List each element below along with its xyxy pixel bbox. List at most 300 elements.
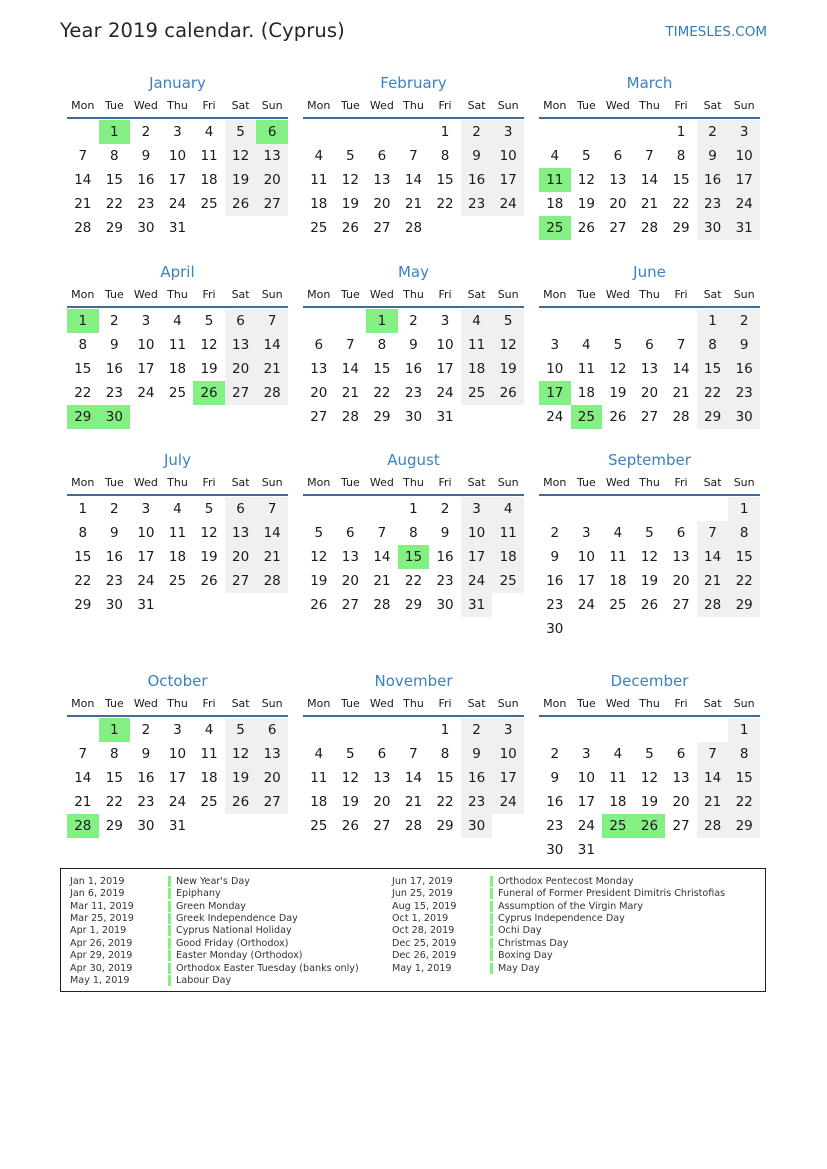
weekday-label: Thu <box>167 476 188 489</box>
legend-date: May 1, 2019 <box>392 962 452 974</box>
empty-cell <box>366 120 398 144</box>
day-cell: 18 <box>492 545 524 569</box>
holiday-day-cell: 1 <box>99 718 131 742</box>
day-cell: 13 <box>225 521 257 545</box>
day-cell: 2 <box>461 718 493 742</box>
day-cell: 30 <box>105 597 123 613</box>
day-cell: 21 <box>74 793 92 810</box>
legend-item <box>70 900 359 912</box>
day-cell: 16 <box>461 168 493 192</box>
empty-cell <box>429 216 461 240</box>
day-cell: 7 <box>697 742 729 766</box>
day-cell: 3 <box>173 721 182 738</box>
day-cell: 17 <box>137 360 155 377</box>
empty-cell <box>602 838 634 862</box>
weekday-label: Fri <box>438 476 452 489</box>
day-cell: 6 <box>613 148 623 164</box>
week-row <box>303 593 524 617</box>
day-cell: 2 <box>550 745 560 762</box>
day-cell: 4 <box>314 148 324 164</box>
day-cell: 22 <box>697 381 729 405</box>
day-cell: 23 <box>105 384 123 401</box>
day-cell: 3 <box>582 745 591 762</box>
day-cell: 17 <box>492 168 524 192</box>
day-cell: 15 <box>373 360 391 377</box>
legend-column-left <box>70 875 359 987</box>
legend-name: Orthodox Pentecost Monday <box>498 875 634 887</box>
day-cell: 27 <box>373 220 391 236</box>
day-cell: 4 <box>204 721 214 738</box>
day-cell: 16 <box>436 549 454 565</box>
day-cell: 24 <box>461 569 493 593</box>
empty-cell <box>492 814 524 838</box>
holiday-day-cell: 30 <box>99 405 131 429</box>
day-cell: 2 <box>440 501 450 517</box>
month-june <box>539 261 760 441</box>
weekday-header <box>67 471 288 496</box>
weekday-header <box>67 283 288 308</box>
empty-cell <box>665 718 697 742</box>
day-cell: 2 <box>110 501 119 517</box>
day-cell: 21 <box>256 357 288 381</box>
day-cell: 3 <box>141 501 151 517</box>
day-cell: 23 <box>728 381 760 405</box>
weekday-label: Mon <box>71 696 95 710</box>
day-cell: 21 <box>697 790 729 814</box>
month-name: October <box>147 671 208 690</box>
day-cell: 12 <box>225 742 257 766</box>
day-cell: 27 <box>672 817 690 834</box>
legend-item <box>70 887 359 899</box>
day-cell: 5 <box>204 312 214 329</box>
day-cell: 11 <box>200 148 218 164</box>
weekday-label: Wed <box>605 696 630 710</box>
day-cell: 30 <box>546 841 564 858</box>
day-cell: 30 <box>697 216 729 240</box>
day-cell: 10 <box>168 745 187 762</box>
legend-date: Mar 11, 2019 <box>70 900 134 912</box>
day-cell: 25 <box>492 569 524 593</box>
legend-name: Assumption of the Virgin Mary <box>498 900 644 912</box>
day-cell: 28 <box>373 597 391 613</box>
day-cell: 16 <box>137 172 155 188</box>
day-cell: 8 <box>78 336 88 353</box>
week-row <box>539 521 760 545</box>
day-cell: 23 <box>105 573 123 589</box>
legend-item <box>392 912 725 924</box>
day-cell: 20 <box>640 384 659 401</box>
day-cell: 10 <box>137 525 155 541</box>
month-weeks <box>67 717 288 838</box>
day-cell: 23 <box>137 196 155 212</box>
day-cell: 23 <box>404 384 423 401</box>
weekday-label: Thu <box>167 99 188 112</box>
empty-cell <box>461 405 493 429</box>
day-cell: 29 <box>74 597 92 613</box>
day-cell: 12 <box>609 360 627 377</box>
day-cell: 22 <box>373 384 391 401</box>
day-cell: 25 <box>168 573 187 589</box>
day-cell: 2 <box>550 525 560 541</box>
week-row <box>539 405 760 429</box>
day-cell: 1 <box>728 497 760 521</box>
day-cell: 13 <box>256 742 288 766</box>
day-cell: 18 <box>168 549 187 565</box>
day-cell: 9 <box>440 525 450 541</box>
day-cell: 4 <box>314 745 324 762</box>
month-name: March <box>626 74 673 92</box>
month-name: June <box>633 262 666 281</box>
month-name: January <box>149 74 206 92</box>
day-cell: 6 <box>676 745 686 762</box>
day-cell: 9 <box>550 549 560 565</box>
weekday-label: Thu <box>167 696 188 710</box>
day-cell: 9 <box>141 745 151 762</box>
day-cell: 1 <box>440 721 450 738</box>
day-cell: 28 <box>404 817 423 834</box>
weekday-label: Tue <box>340 476 360 489</box>
day-cell: 6 <box>645 336 654 353</box>
day-cell: 26 <box>225 790 257 814</box>
empty-cell <box>697 497 729 521</box>
holiday-day-cell: 25 <box>602 814 634 838</box>
weekday-label: Tue <box>576 476 596 489</box>
legend-item <box>70 925 359 937</box>
month-may <box>303 261 524 441</box>
day-cell: 6 <box>377 148 387 164</box>
week-row <box>539 144 760 168</box>
empty-cell <box>193 814 225 838</box>
day-cell: 29 <box>105 220 123 236</box>
day-cell: 20 <box>672 793 690 810</box>
weekday-label: Thu <box>403 696 424 710</box>
day-cell: 21 <box>697 569 729 593</box>
weekday-label: Sun <box>261 476 283 489</box>
day-cell: 8 <box>409 525 418 541</box>
holiday-day-cell: 6 <box>256 120 288 144</box>
weekday-label: Mon <box>307 287 331 301</box>
weekday-label: Tue <box>576 287 596 301</box>
legend-item <box>392 962 725 974</box>
day-cell: 14 <box>672 360 690 377</box>
day-cell: 31 <box>168 817 187 834</box>
month-name: April <box>160 262 195 281</box>
week-row <box>303 521 524 545</box>
weekday-label: Wed <box>369 99 394 112</box>
day-cell: 25 <box>310 220 328 236</box>
day-cell: 15 <box>672 172 690 188</box>
day-cell: 28 <box>697 593 729 617</box>
weekday-label: Sat <box>703 287 722 301</box>
empty-cell <box>335 309 367 333</box>
day-cell: 7 <box>676 336 686 353</box>
empty-cell <box>303 120 335 144</box>
day-cell: 31 <box>461 593 493 617</box>
day-cell: 8 <box>110 745 119 762</box>
weekday-label: Sun <box>497 696 519 710</box>
day-cell: 5 <box>346 745 355 762</box>
month-october <box>67 670 288 850</box>
weekday-label: Mon <box>307 476 331 489</box>
legend-item <box>70 937 359 949</box>
day-cell: 15 <box>74 360 92 377</box>
empty-cell <box>602 497 634 521</box>
week-row <box>67 545 288 569</box>
day-cell: 12 <box>341 172 359 188</box>
week-row <box>539 742 760 766</box>
week-row <box>539 790 760 814</box>
day-cell: 5 <box>225 718 257 742</box>
weekday-label: Fri <box>202 287 216 301</box>
day-cell: 18 <box>577 384 595 401</box>
weekday-label: Tue <box>576 99 596 112</box>
day-cell: 5 <box>225 120 257 144</box>
empty-cell <box>634 718 666 742</box>
day-cell: 2 <box>461 120 493 144</box>
empty-cell <box>162 593 194 617</box>
holiday-marker <box>490 950 493 961</box>
day-cell: 9 <box>461 742 493 766</box>
week-row <box>539 814 760 838</box>
weekday-label: Sun <box>497 99 519 112</box>
day-cell: 30 <box>137 220 155 236</box>
day-cell: 14 <box>404 172 423 188</box>
day-cell: 27 <box>373 817 391 834</box>
weekday-label: Sat <box>231 99 250 112</box>
day-cell: 21 <box>373 573 391 589</box>
day-cell: 27 <box>310 408 328 425</box>
month-weeks <box>539 308 760 429</box>
day-cell: 7 <box>78 745 88 762</box>
weekday-label: Thu <box>639 696 660 710</box>
month-weeks <box>303 119 524 240</box>
weekday-label: Wed <box>369 476 394 489</box>
weekday-label: Tue <box>340 287 360 301</box>
day-cell: 8 <box>728 742 760 766</box>
empty-cell <box>398 718 430 742</box>
legend-date: Apr 26, 2019 <box>70 937 133 949</box>
day-cell: 20 <box>341 573 359 589</box>
day-cell: 13 <box>225 333 257 357</box>
day-cell: 10 <box>168 148 187 164</box>
week-row <box>303 357 524 381</box>
day-cell: 8 <box>110 148 119 164</box>
day-cell: 24 <box>546 408 564 425</box>
weekday-label: Sun <box>733 99 755 112</box>
day-cell: 1 <box>697 309 729 333</box>
empty-cell <box>461 216 493 240</box>
month-december <box>539 670 760 882</box>
legend-name: Funeral of Former President Dimitris Christofias <box>498 888 726 900</box>
day-cell: 12 <box>492 333 524 357</box>
empty-cell <box>697 617 729 641</box>
day-cell: 27 <box>672 597 690 613</box>
empty-cell <box>225 593 257 617</box>
month-july <box>67 449 288 629</box>
month-weeks <box>539 717 760 862</box>
week-row <box>303 766 524 790</box>
day-cell: 3 <box>582 525 591 541</box>
day-cell: 25 <box>200 793 218 810</box>
day-cell: 6 <box>256 718 288 742</box>
week-row <box>67 120 288 144</box>
weekday-label: Fri <box>674 99 688 112</box>
day-cell: 15 <box>728 545 760 569</box>
weekday-label: Thu <box>639 99 660 112</box>
month-january <box>67 72 288 252</box>
day-cell: 4 <box>550 148 560 164</box>
weekday-label: Sat <box>703 99 722 112</box>
day-cell: 18 <box>310 793 328 810</box>
day-cell: 16 <box>546 573 564 589</box>
day-cell: 16 <box>105 360 123 377</box>
day-cell: 10 <box>728 144 760 168</box>
day-cell: 6 <box>314 336 324 353</box>
holiday-marker <box>168 876 171 887</box>
month-weeks <box>67 308 288 429</box>
legend-name: Ochi Day <box>498 925 542 937</box>
day-cell: 19 <box>200 360 218 377</box>
day-cell: 9 <box>409 336 418 353</box>
brand-link[interactable]: TIMESLES.COM <box>665 24 767 40</box>
day-cell: 5 <box>204 501 214 517</box>
weekday-header <box>67 692 288 717</box>
day-cell: 8 <box>377 336 387 353</box>
day-cell: 21 <box>74 196 92 212</box>
weekday-label: Sat <box>703 476 722 489</box>
empty-cell <box>665 497 697 521</box>
month-february <box>303 72 524 252</box>
day-cell: 22 <box>74 384 92 401</box>
legend-date: Apr 1, 2019 <box>70 925 127 937</box>
day-cell: 13 <box>640 360 659 377</box>
day-cell: 9 <box>550 769 560 786</box>
week-row <box>303 497 524 521</box>
day-cell: 17 <box>137 549 155 565</box>
empty-cell <box>335 497 367 521</box>
day-cell: 23 <box>546 817 564 834</box>
day-cell: 4 <box>173 501 182 517</box>
day-cell: 22 <box>404 573 423 589</box>
day-cell: 4 <box>582 336 591 353</box>
day-cell: 2 <box>141 721 151 738</box>
weekday-label: Fri <box>674 476 688 489</box>
holiday-marker <box>168 925 171 936</box>
day-cell: 11 <box>609 549 627 565</box>
week-row <box>67 521 288 545</box>
month-weeks <box>67 496 288 617</box>
day-cell: 19 <box>200 549 218 565</box>
week-row <box>303 814 524 838</box>
weekday-label: Sun <box>261 287 283 301</box>
day-cell: 12 <box>225 144 257 168</box>
legend-date: Aug 15, 2019 <box>392 900 457 912</box>
empty-cell <box>665 309 697 333</box>
day-cell: 3 <box>173 124 182 140</box>
weekday-label: Tue <box>104 287 124 301</box>
weekday-label: Thu <box>403 476 424 489</box>
day-cell: 7 <box>256 309 288 333</box>
day-cell: 9 <box>110 336 119 353</box>
empty-cell <box>398 120 430 144</box>
holiday-day-cell: 1 <box>99 120 131 144</box>
day-cell: 10 <box>461 521 493 545</box>
day-cell: 23 <box>461 790 493 814</box>
weekday-label: Fri <box>674 287 688 301</box>
day-cell: 3 <box>550 336 560 353</box>
weekday-label: Wed <box>133 696 158 710</box>
week-row <box>303 144 524 168</box>
week-row <box>67 168 288 192</box>
weekday-label: Mon <box>543 287 567 301</box>
weekday-label: Thu <box>403 287 424 301</box>
legend-item <box>392 887 725 899</box>
holiday-day-cell: 17 <box>539 381 571 405</box>
weekday-header <box>303 94 524 119</box>
day-cell: 20 <box>672 573 690 589</box>
day-cell: 13 <box>341 549 359 565</box>
holiday-marker <box>490 938 493 949</box>
week-row <box>539 381 760 405</box>
day-cell: 21 <box>404 196 423 212</box>
day-cell: 14 <box>697 545 729 569</box>
weekday-label: Sun <box>497 287 519 301</box>
day-cell: 18 <box>310 196 328 212</box>
legend-name: May Day <box>498 962 540 974</box>
empty-cell <box>571 309 603 333</box>
day-cell: 26 <box>200 573 218 589</box>
day-cell: 29 <box>697 405 729 429</box>
day-cell: 13 <box>373 769 391 786</box>
legend-name: Labour Day <box>176 975 232 987</box>
month-name: August <box>387 451 440 469</box>
day-cell: 13 <box>672 769 690 786</box>
day-cell: 27 <box>640 408 659 425</box>
day-cell: 23 <box>436 573 454 589</box>
weekday-label: Tue <box>340 696 360 710</box>
day-cell: 31 <box>577 841 595 858</box>
weekday-label: Mon <box>543 476 567 489</box>
week-row <box>303 405 524 429</box>
day-cell: 23 <box>461 192 493 216</box>
legend-name: New Year's Day <box>176 875 250 887</box>
day-cell: 11 <box>609 769 627 786</box>
weekday-label: Mon <box>71 476 95 489</box>
holiday-marker <box>490 913 493 924</box>
month-weeks <box>539 496 760 641</box>
day-cell: 31 <box>168 220 187 236</box>
day-cell: 7 <box>256 497 288 521</box>
day-cell: 22 <box>74 573 92 589</box>
page-title: Year 2019 calendar. (Cyprus) <box>60 19 345 42</box>
empty-cell <box>634 617 666 641</box>
day-cell: 22 <box>436 793 454 810</box>
week-row <box>303 718 524 742</box>
holiday-day-cell: 28 <box>67 814 99 838</box>
day-cell: 21 <box>404 793 423 810</box>
week-row <box>67 766 288 790</box>
day-cell: 19 <box>577 196 595 212</box>
week-row <box>67 497 288 521</box>
day-cell: 15 <box>105 769 123 786</box>
day-cell: 12 <box>200 525 218 541</box>
month-november <box>303 670 524 850</box>
empty-cell <box>602 718 634 742</box>
day-cell: 25 <box>609 597 627 613</box>
month-weeks <box>303 308 524 429</box>
week-row <box>67 144 288 168</box>
empty-cell <box>571 617 603 641</box>
